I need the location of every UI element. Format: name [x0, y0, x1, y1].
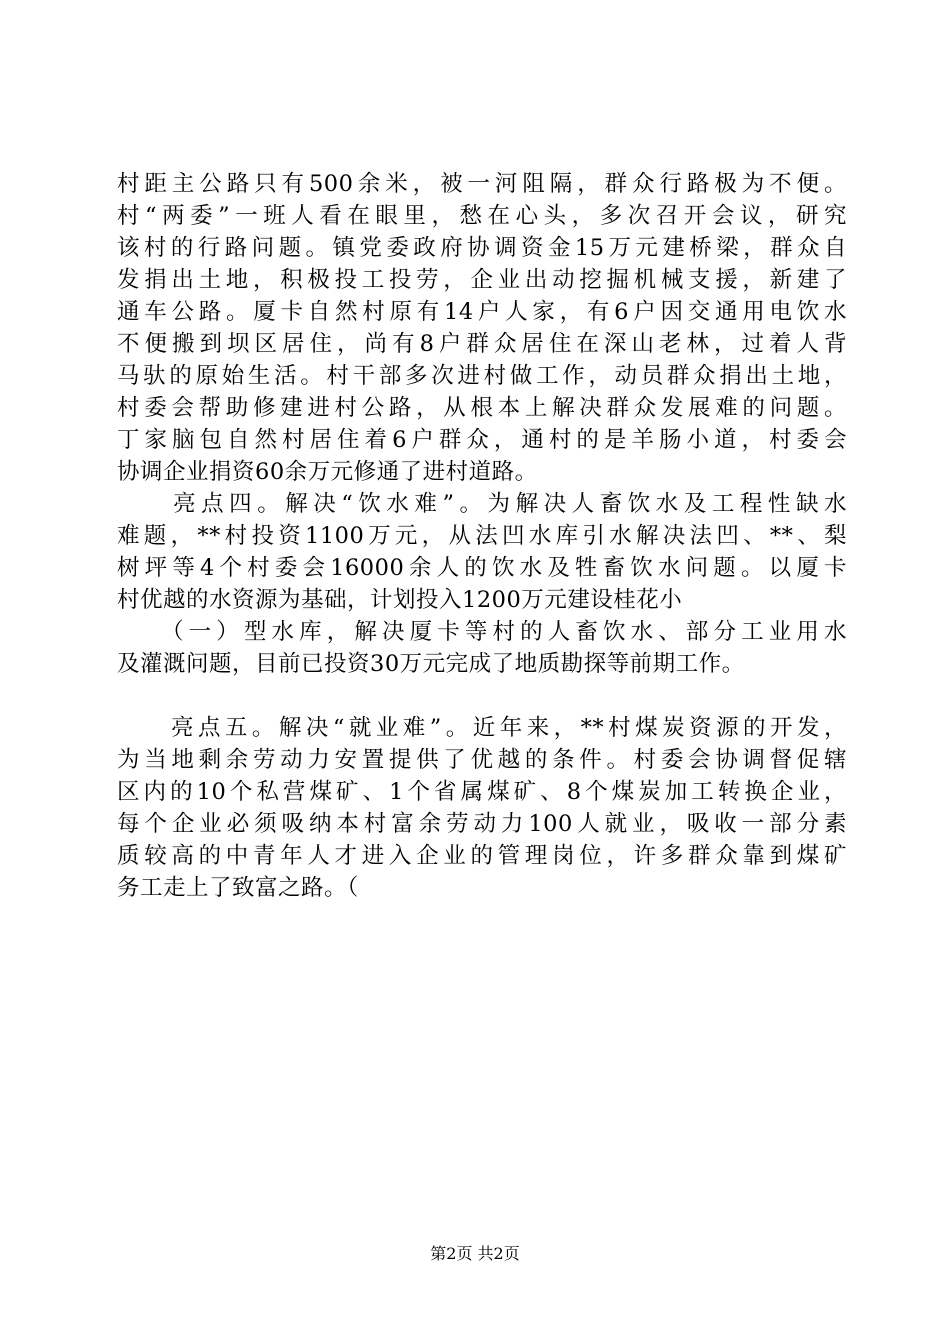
paragraph-line: 村委会帮助修建进村公路，从根本上解决群众发展难的问题。 [117, 395, 847, 421]
paragraph-line: 难题，**村投资1100万元，从法凹水库引水解决法凹、**、梨 [117, 523, 847, 549]
paragraph-line: 务工走上了致富之路。（ [117, 875, 359, 901]
page-number-label: 第2页 共2页 [430, 1244, 520, 1263]
paragraph-line: 丁家脑包自然村居住着6户群众，通村的是羊肠小道，村委会 [117, 427, 847, 453]
paragraph-line: 质较高的中青年人才进入企业的管理岗位，许多群众靠到煤矿 [117, 843, 847, 869]
paragraph-line: 不便搬到坝区居住，尚有8户群众居住在深山老林，过着人背 [117, 331, 847, 357]
paragraph-line: （一）型水库，解决厦卡等村的人畜饮水、部分工业用水 [117, 619, 847, 645]
paragraph-line: 通车公路。厦卡自然村原有14户人家，有6户因交通用电饮水 [117, 299, 847, 325]
paragraph-line: 马驮的原始生活。村干部多次进村做工作，动员群众捐出土地， [117, 363, 847, 389]
paragraph-line: 亮点五。解决“就业难”。近年来，**村煤炭资源的开发， [117, 715, 847, 741]
paragraph-line: 村优越的水资源为基础，计划投入1200万元建设桂花小 [117, 587, 683, 613]
paragraph-line: 及灌溉问题，目前已投资30万元完成了地质勘探等前期工作。 [117, 651, 745, 677]
page-footer [0, 1244, 950, 1264]
paragraph-line: 树坪等4个村委会16000余人的饮水及牲畜饮水问题。以厦卡 [117, 555, 847, 581]
body-text [117, 168, 847, 904]
paragraph-line: 每个企业必须吸纳本村富余劳动力100人就业，吸收一部分素 [117, 811, 847, 837]
paragraph-line: 村距主公路只有500余米，被一河阻隔，群众行路极为不便。 [117, 171, 847, 197]
paragraph-line: 区内的10个私营煤矿、1个省属煤矿、8个煤炭加工转换企业， [117, 779, 847, 805]
paragraph-line: 发捐出土地，积极投工投劳，企业出动挖掘机械支援，新建了 [117, 267, 847, 293]
paragraph-line: 村“两委”一班人看在眼里，愁在心头，多次召开会议，研究 [117, 203, 847, 229]
paragraph-gap [117, 680, 847, 712]
paragraph-line: 协调企业捐资60余万元修通了进村道路。 [117, 459, 538, 485]
paragraph-line: 该村的行路问题。镇党委政府协调资金15万元建桥梁，群众自 [117, 235, 847, 261]
paragraph-line: 亮点四。解决“饮水难”。为解决人畜饮水及工程性缺水 [117, 491, 847, 517]
paragraph-line: 为当地剩余劳动力安置提供了优越的条件。村委会协调督促辖 [117, 747, 847, 773]
